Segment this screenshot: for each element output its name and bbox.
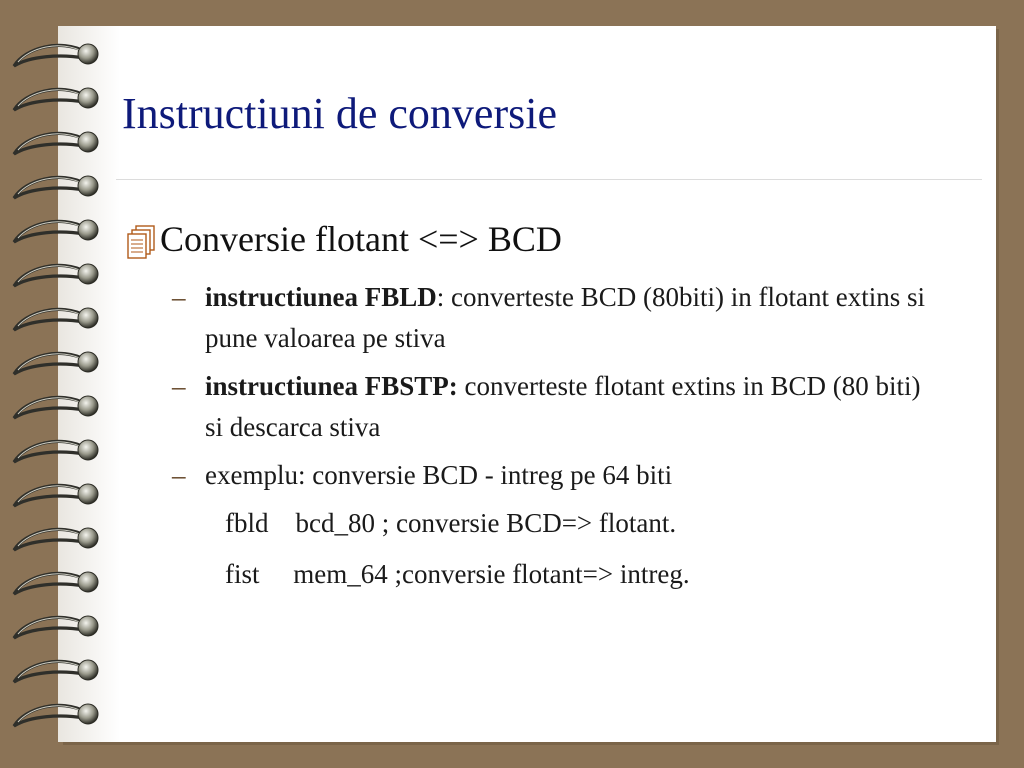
binding-ring — [78, 132, 98, 152]
dash-marker: – — [172, 460, 186, 490]
binding-ring — [78, 704, 98, 724]
sub-item — [172, 366, 945, 448]
spiral-binding-icon — [0, 0, 120, 768]
binding-ring — [78, 220, 98, 240]
binding-ring — [78, 44, 98, 64]
binding-ring — [78, 616, 98, 636]
sub-item-bold: instructiunea FBLD — [205, 282, 437, 312]
title-divider — [116, 179, 982, 180]
binding-ring — [78, 660, 98, 680]
sub-item-text: converteste flotant extins in BCD (80 biti) si descarca stiva — [205, 371, 921, 442]
sub-item — [172, 455, 945, 496]
binding-ring — [78, 484, 98, 504]
binding-ring — [78, 572, 98, 592]
binding-ring — [78, 528, 98, 548]
binding-ring — [78, 88, 98, 108]
sub-item-text: exemplu: conversie BCD - intreg pe 64 biti — [205, 460, 673, 490]
sub-item — [172, 277, 945, 359]
sub-item-text: : converteste BCD (80biti) in flotant extins si pune valoarea pe stiva — [205, 282, 925, 353]
document-stack-icon — [125, 224, 157, 262]
code-line: fist mem_64 ;conversie flotant=> intreg. — [225, 559, 690, 589]
code-line: fbld bcd_80 ; conversie BCD=> flotant. — [225, 508, 677, 538]
sub-item-bold: instructiunea FBSTP: — [205, 371, 458, 401]
binding-ring — [78, 440, 98, 460]
main-bullet: Conversie flotant <=> BCD — [160, 219, 562, 259]
binding-ring — [78, 308, 98, 328]
binding-ring — [78, 352, 98, 372]
binding-ring — [78, 396, 98, 416]
slide-title: Instructiuni de conversie — [122, 89, 557, 138]
binding-ring — [78, 176, 98, 196]
binding-ring — [78, 264, 98, 284]
dash-marker: – — [172, 371, 186, 401]
dash-marker: – — [172, 282, 186, 312]
